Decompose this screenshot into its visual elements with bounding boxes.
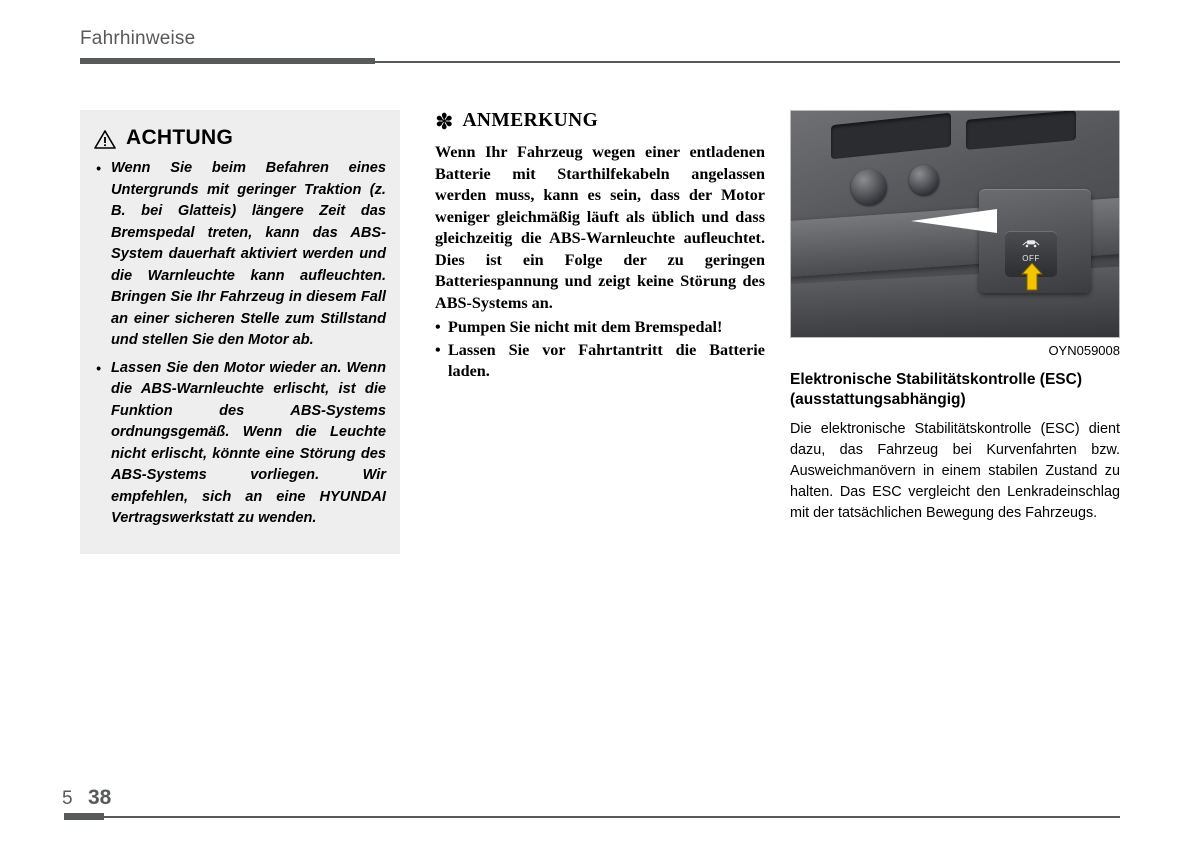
yellow-arrow-icon (1021, 263, 1043, 291)
note-header (435, 110, 765, 132)
header-rule-thin (375, 61, 1120, 63)
column-right (790, 110, 1120, 524)
caution-header (94, 126, 386, 150)
caution-list (94, 158, 386, 530)
page-title: Fahrhinweise (80, 28, 196, 49)
air-vent-shape (966, 110, 1076, 150)
warning-triangle-icon (94, 130, 116, 149)
page-number: 38 (88, 786, 112, 809)
column-left (80, 110, 400, 554)
esc-off-switch-photo (790, 110, 1120, 338)
header-rule-thick (80, 58, 375, 64)
dashboard-knob-shape (851, 169, 887, 205)
figure-block (790, 110, 1120, 524)
asterisk-icon: ✽ (435, 109, 454, 134)
section-heading: Elektronische Stabilitätskontrolle (ESC) (ausstattungsabhängig) (790, 371, 1082, 408)
column-middle (435, 110, 765, 384)
esc-off-label: OFF (1022, 254, 1040, 263)
caution-title: ACHTUNG (126, 126, 234, 149)
list-item: • Pumpen Sie nicht mit dem Bremspedal! (435, 317, 765, 339)
section-body: Die elektronische Stabilitätskontrolle (ESC) dient dazu, das Fahrzeug bei Kurvenfahrten bzw. Ausweichmanövern in einem stabilen Zustand zu halten. Das ESC vergleicht den Lenkradeinschlag mit der tatsächlichen Bewegung des Fahrzeugs. (790, 421, 1120, 521)
dashboard-knob-shape (909, 165, 939, 195)
note-body: Wenn Ihr Fahrzeug wegen einer entladenen Batterie mit Starthilfekabeln angelassen werden muss, kann es sein, dass der Motor weniger gleichmäßig läuft als üblich und dass gleichzeitig die ABS-Warnleuchte aufleuchtet. Dies ist ein Folge der zu geringen Batteriespannung und zeigt keine Störung des ABS-Systems an. (435, 143, 765, 312)
note-title: ANMERKUNG (462, 110, 599, 131)
esc-off-icon (1014, 237, 1048, 261)
air-vent-shape (831, 113, 951, 160)
list-item: • Wenn Sie beim Befahren eines Untergrunds mit geringer Traktion (z. B. bei Glatteis) längere Zeit das Bremspedal treten, kann das ABS-System dauerhaft aktiviert werden und die Warnleuchte kann aufleuchten. Bringen Sie Ihr Fahrzeug in diesem Fall an einer sicheren Stelle zum Stillstand und stellen Sie den Motor ab. (94, 158, 386, 352)
page-header (80, 28, 1120, 50)
footer-rule (80, 816, 1120, 818)
page-footer (0, 780, 1200, 844)
list-item: • Lassen Sie vor Fahrtantritt die Batterie laden. (435, 340, 765, 383)
list-item: • Lassen Sie den Motor wieder an. Wenn die ABS-Warnleuchte erlischt, ist die Funktion des ABS-Systems ordnungsgemäß. Wenn die Leuchte nicht erlischt, könnte eine Störung des ABS-Systems vorliegen. Wir empfehlen, sich an eine HYUNDAI Vertragswerkstatt zu wenden. (94, 358, 386, 530)
figure-caption: OYN059008 (1048, 343, 1120, 358)
caution-box (80, 110, 400, 554)
chapter-number: 5 (62, 788, 73, 809)
callout-pointer (911, 209, 997, 233)
note-list (435, 317, 765, 383)
